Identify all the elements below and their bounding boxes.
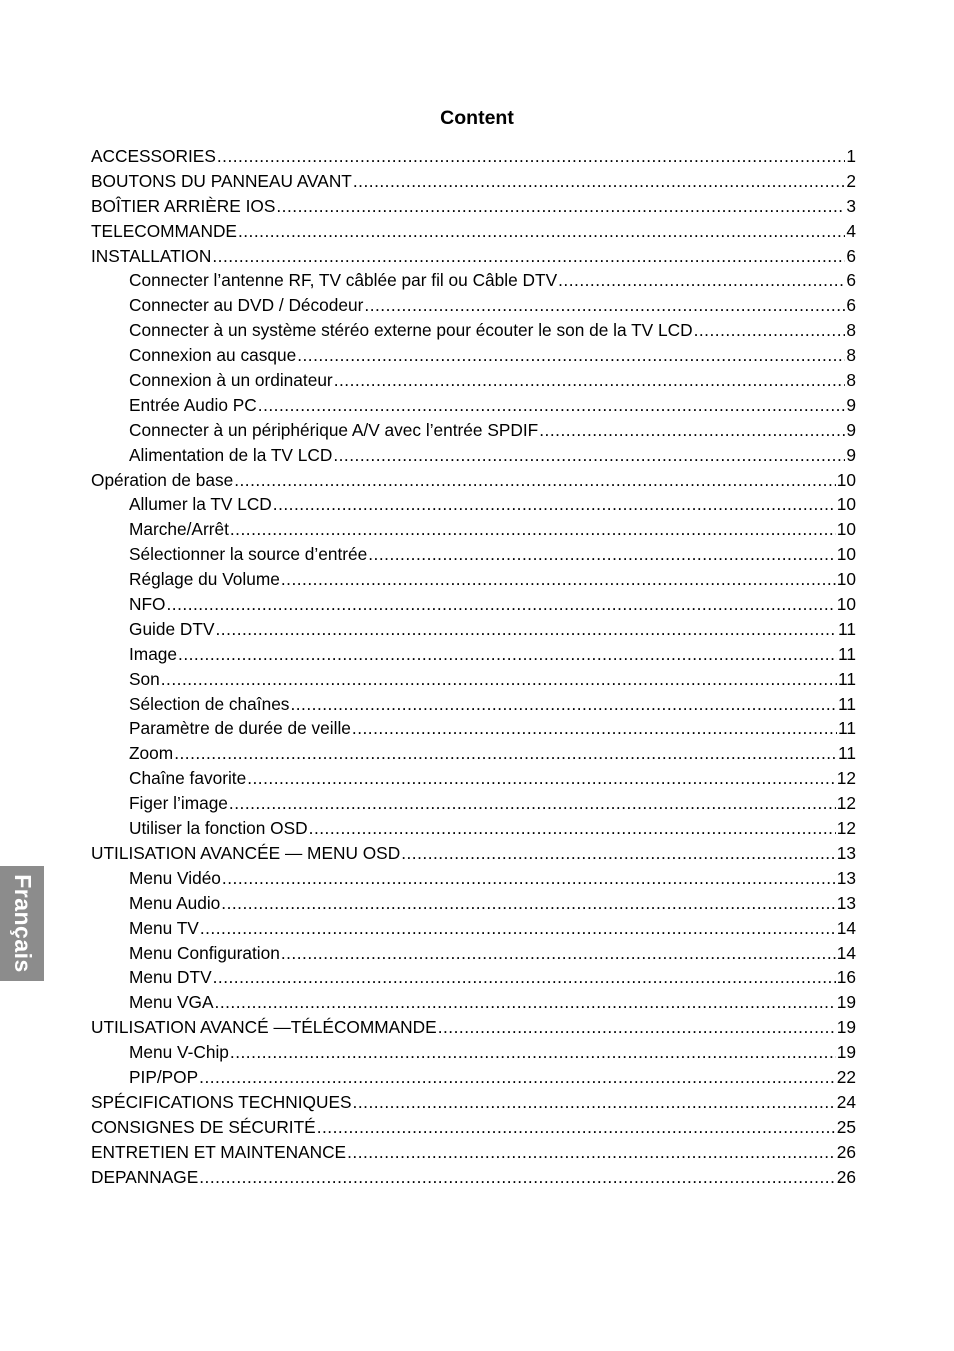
toc-page-number: 24 bbox=[836, 1091, 856, 1112]
toc-entry-label: Son bbox=[129, 668, 160, 689]
toc-subentry[interactable] bbox=[91, 816, 856, 841]
toc-entry-label: Menu Audio bbox=[129, 892, 221, 913]
toc-entry-label: UTILISATION AVANCÉE — MENU OSD bbox=[91, 842, 401, 863]
toc-page-number: 11 bbox=[838, 743, 856, 764]
toc-entry[interactable] bbox=[91, 1015, 856, 1040]
toc-subentry[interactable] bbox=[91, 393, 856, 418]
toc-subentry[interactable] bbox=[91, 318, 856, 343]
toc-page-number: 2 bbox=[846, 170, 856, 191]
toc-entry-label: Menu VGA bbox=[129, 992, 214, 1013]
toc-entry[interactable] bbox=[91, 169, 856, 194]
toc-dot-leader bbox=[309, 816, 836, 841]
toc-entry-label: Menu DTV bbox=[129, 967, 212, 988]
toc-subentry[interactable] bbox=[91, 766, 856, 791]
toc-dot-leader bbox=[238, 219, 845, 244]
toc-page-number: 9 bbox=[846, 444, 856, 465]
toc-subentry[interactable] bbox=[91, 741, 856, 766]
toc-dot-leader bbox=[297, 343, 845, 368]
toc-page-number: 9 bbox=[846, 419, 856, 440]
toc-entry-label: Connecter au DVD / Décodeur bbox=[129, 295, 364, 316]
toc-subentry[interactable] bbox=[91, 965, 856, 990]
toc-page-number: 4 bbox=[846, 220, 856, 241]
toc-entry[interactable] bbox=[91, 841, 856, 866]
toc-dot-leader bbox=[234, 468, 836, 493]
toc-entry[interactable] bbox=[91, 194, 856, 219]
toc-subentry[interactable] bbox=[91, 542, 856, 567]
toc-dot-leader bbox=[273, 492, 836, 517]
toc-page-number: 11 bbox=[838, 668, 856, 689]
toc-entry-label: Menu Configuration bbox=[129, 942, 280, 963]
toc-entry-label: Entrée Audio PC bbox=[129, 394, 257, 415]
page-title: Content bbox=[440, 107, 514, 130]
toc-dot-leader bbox=[213, 965, 836, 990]
toc-page-number: 10 bbox=[836, 469, 856, 490]
toc-entry-label: Sélectionner la source d’entrée bbox=[129, 544, 368, 565]
toc-subentry[interactable] bbox=[91, 293, 856, 318]
toc-entry[interactable] bbox=[91, 219, 856, 244]
toc-subentry[interactable] bbox=[91, 368, 856, 393]
toc-subentry[interactable] bbox=[91, 941, 856, 966]
toc-subentry[interactable] bbox=[91, 443, 856, 468]
toc-subentry[interactable] bbox=[91, 716, 856, 741]
toc-page-number: 22 bbox=[836, 1066, 856, 1087]
toc-entry-label: NFO bbox=[129, 594, 166, 615]
toc-entry[interactable] bbox=[91, 1165, 856, 1190]
toc-entry-label: Connecter à un périphérique A/V avec l’entrée SPDIF bbox=[129, 419, 539, 440]
toc-subentry[interactable] bbox=[91, 418, 856, 443]
toc-entry-label: BOUTONS DU PANNEAU AVANT bbox=[91, 170, 352, 191]
toc-dot-leader bbox=[281, 941, 836, 966]
toc-dot-leader bbox=[221, 891, 835, 916]
toc-dot-leader bbox=[401, 841, 836, 866]
toc-page-number: 16 bbox=[836, 967, 856, 988]
toc-dot-leader bbox=[353, 1090, 836, 1115]
toc-dot-leader bbox=[276, 194, 845, 219]
toc-dot-leader bbox=[694, 318, 846, 343]
toc-dot-leader bbox=[178, 642, 837, 667]
toc-page-number: 8 bbox=[846, 370, 856, 391]
toc-dot-leader bbox=[215, 617, 837, 642]
toc-entry-label: ACCESSORIES bbox=[91, 146, 216, 166]
toc-entry-label: Connecter l’antenne RF, TV câblée par fil ou Câble DTV bbox=[129, 270, 558, 291]
toc-dot-leader bbox=[212, 244, 845, 269]
toc-entry-label: Allumer la TV LCD bbox=[129, 494, 272, 515]
table-of-contents bbox=[91, 144, 856, 1189]
toc-subentry[interactable] bbox=[91, 791, 856, 816]
toc-entry[interactable] bbox=[91, 244, 856, 269]
toc-page-number: 10 bbox=[836, 544, 856, 565]
toc-subentry[interactable] bbox=[91, 617, 856, 642]
toc-entry[interactable] bbox=[91, 1140, 856, 1165]
toc-dot-leader bbox=[217, 144, 846, 169]
toc-dot-leader bbox=[539, 418, 845, 443]
toc-entry-label: Marche/Arrêt bbox=[129, 519, 229, 540]
toc-entry[interactable] bbox=[91, 1115, 856, 1140]
toc-dot-leader bbox=[333, 443, 845, 468]
toc-subentry[interactable] bbox=[91, 891, 856, 916]
toc-subentry[interactable] bbox=[91, 567, 856, 592]
toc-page-number: 12 bbox=[836, 768, 856, 789]
toc-dot-leader bbox=[230, 517, 836, 542]
toc-entry-label: Connexion au casque bbox=[129, 345, 297, 366]
toc-page-number: 14 bbox=[836, 942, 856, 963]
toc-entry-label: SPÉCIFICATIONS TECHNIQUES bbox=[91, 1091, 352, 1112]
toc-subentry[interactable] bbox=[91, 990, 856, 1015]
toc-entry-label: Image bbox=[129, 643, 178, 664]
toc-page-number: 19 bbox=[836, 1017, 856, 1038]
toc-subentry[interactable] bbox=[91, 492, 856, 517]
toc-dot-leader bbox=[281, 567, 836, 592]
toc-dot-leader bbox=[258, 393, 846, 418]
toc-page-number: 26 bbox=[836, 1166, 856, 1187]
toc-page-number: 1 bbox=[846, 146, 856, 166]
toc-entry-label: Chaîne favorite bbox=[129, 768, 247, 789]
language-tab bbox=[0, 866, 44, 981]
toc-entry[interactable] bbox=[91, 1090, 856, 1115]
toc-dot-leader bbox=[174, 741, 837, 766]
toc-page-number: 10 bbox=[836, 569, 856, 590]
toc-entry-label: Paramètre de durée de veille bbox=[129, 718, 351, 739]
toc-entry-label: TELECOMMANDE bbox=[91, 220, 237, 241]
toc-entry-label: DEPANNAGE bbox=[91, 1166, 199, 1187]
toc-subentry[interactable] bbox=[91, 343, 856, 368]
toc-entry[interactable] bbox=[91, 144, 856, 169]
toc-subentry[interactable] bbox=[91, 517, 856, 542]
toc-entry-label: Zoom bbox=[129, 743, 174, 764]
toc-entry-label: PIP/POP bbox=[129, 1066, 199, 1087]
toc-subentry[interactable] bbox=[91, 866, 856, 891]
toc-entry-label: Opération de base bbox=[91, 469, 234, 490]
toc-dot-leader bbox=[368, 542, 836, 567]
toc-dot-leader bbox=[199, 1065, 836, 1090]
toc-dot-leader bbox=[347, 1140, 836, 1165]
toc-page-number: 12 bbox=[836, 818, 856, 839]
toc-page-number: 8 bbox=[846, 345, 856, 366]
toc-page-number: 13 bbox=[836, 867, 856, 888]
toc-subentry[interactable] bbox=[91, 692, 856, 717]
toc-page-number: 9 bbox=[846, 394, 856, 415]
toc-dot-leader bbox=[364, 293, 845, 318]
toc-entry-label: Utiliser la fonction OSD bbox=[129, 818, 308, 839]
toc-page-number: 6 bbox=[846, 270, 856, 291]
toc-entry-label: ENTRETIEN ET MAINTENANCE bbox=[91, 1141, 347, 1162]
toc-entry[interactable] bbox=[91, 468, 856, 493]
toc-dot-leader bbox=[353, 169, 846, 194]
toc-entry-label: Sélection de chaînes bbox=[129, 693, 290, 714]
toc-page-number: 19 bbox=[836, 992, 856, 1013]
toc-page-number: 8 bbox=[846, 320, 856, 341]
toc-page-number: 12 bbox=[836, 793, 856, 814]
toc-dot-leader bbox=[352, 716, 837, 741]
toc-dot-leader bbox=[199, 1165, 836, 1190]
toc-dot-leader bbox=[438, 1015, 836, 1040]
toc-page-number: 11 bbox=[838, 718, 856, 739]
toc-page-number: 14 bbox=[836, 917, 856, 938]
toc-subentry[interactable] bbox=[91, 268, 856, 293]
toc-page-number: 11 bbox=[838, 643, 856, 664]
toc-dot-leader bbox=[215, 990, 836, 1015]
toc-entry-label: UTILISATION AVANCÉ —TÉLÉCOMMANDE bbox=[91, 1017, 437, 1038]
toc-subentry[interactable] bbox=[91, 667, 856, 692]
toc-page-number: 10 bbox=[836, 519, 856, 540]
toc-dot-leader bbox=[230, 1040, 836, 1065]
toc-subentry[interactable] bbox=[91, 1040, 856, 1065]
toc-page-number: 6 bbox=[846, 295, 856, 316]
toc-dot-leader bbox=[558, 268, 845, 293]
toc-entry-label: CONSIGNES DE SÉCURITÉ bbox=[91, 1116, 316, 1137]
toc-dot-leader bbox=[290, 692, 837, 717]
toc-subentry[interactable] bbox=[91, 592, 856, 617]
toc-entry-label: Réglage du Volume bbox=[129, 569, 280, 590]
toc-entry-label: Figer l’image bbox=[129, 793, 228, 814]
toc-entry-label: Connexion à un ordinateur bbox=[129, 370, 333, 391]
toc-page-number: 11 bbox=[838, 693, 856, 714]
language-tab-label: Français bbox=[9, 874, 36, 973]
toc-dot-leader bbox=[334, 368, 846, 393]
toc-subentry[interactable] bbox=[91, 1065, 856, 1090]
toc-dot-leader bbox=[317, 1115, 836, 1140]
toc-dot-leader bbox=[166, 592, 835, 617]
toc-page-number: 13 bbox=[836, 892, 856, 913]
toc-entry-label: INSTALLATION bbox=[91, 245, 212, 266]
toc-dot-leader bbox=[222, 866, 836, 891]
toc-entry-label: Menu TV bbox=[129, 917, 199, 938]
toc-page-number: 6 bbox=[846, 245, 856, 266]
toc-entry-label: Menu V-Chip bbox=[129, 1042, 229, 1063]
toc-dot-leader bbox=[247, 766, 836, 791]
toc-page-number: 10 bbox=[836, 594, 856, 615]
toc-dot-leader bbox=[200, 916, 836, 941]
toc-page-number: 25 bbox=[836, 1116, 856, 1137]
toc-page-number: 11 bbox=[838, 618, 856, 639]
toc-page-number: 19 bbox=[836, 1042, 856, 1063]
toc-subentry[interactable] bbox=[91, 916, 856, 941]
toc-dot-leader bbox=[161, 667, 837, 692]
toc-entry-label: Menu Vidéo bbox=[129, 867, 221, 888]
toc-entry-label: Guide DTV bbox=[129, 618, 215, 639]
toc-entry-label: Alimentation de la TV LCD bbox=[129, 444, 333, 465]
toc-dot-leader bbox=[229, 791, 836, 816]
toc-page-number: 13 bbox=[836, 842, 856, 863]
toc-entry-label: BOÎTIER ARRIÈRE IOS bbox=[91, 195, 276, 216]
toc-entry-label: Connecter à un système stéréo externe pour écouter le son de la TV LCD bbox=[129, 320, 693, 341]
toc-page-number: 3 bbox=[846, 195, 856, 216]
toc-page-number: 26 bbox=[836, 1141, 856, 1162]
toc-page-number: 10 bbox=[836, 494, 856, 515]
toc-subentry[interactable] bbox=[91, 642, 856, 667]
